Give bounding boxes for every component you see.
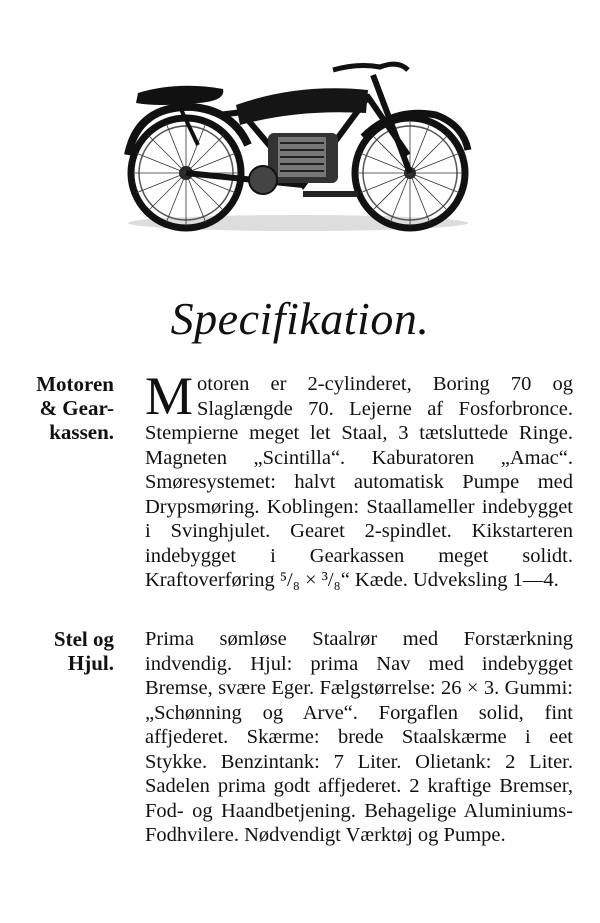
page-title: Specifikation.: [170, 293, 430, 344]
drop-cap: M: [145, 366, 194, 426]
section-body-motor: [145, 366, 573, 593]
section-label-motor: Motoren & Gear- kassen.: [36, 372, 114, 444]
motorcycle-illustration: [118, 45, 478, 240]
section-text-motor: otoren er 2-cylinderet, Boring 70 og Slaglængde 70. Lejerne af Fosforbronce. Stempierne meget let Staal, 3 tætsluttede Ringe. Magneten „Scintilla“. Kaburatoren „Amac“. Smøresystemet: halvt automatisk Pumpe med Drypsmøring. Koblingen: Staallameller indebygget i Svinghjulet. Gearet 2-spindlet. Kikstarteren indebygget i Gearkassen meget solidt. Kraftoverføring ⁵/₈ × ³/₈“ Kæde. Udveksling 1—4.: [145, 373, 573, 591]
section-text-frame: Prima sømløse Staalrør med Forstærkning indvendig. Hjul: prima Nav med indebygget Bremse, svære Eger. Fælgstørrelse: 26 × 3. Gummi: „Schønning og Arve“. Forgaflen solid, fint affjederet. Skærme: brede Staalskærme i eet Stykke. Benzintank: 7 Liter. Olietank: 2 Liter. Sadelen prima godt affjederet. 2 kraftige Bremser, Fod- og Haandbetjening. Behagelige Aluminiums-Fodhvilere. Nødvendigt Værktøj og Pumpe.: [145, 628, 573, 846]
section-body-frame: [145, 627, 573, 848]
section-label-frame: Stel og Hjul.: [53, 627, 114, 675]
